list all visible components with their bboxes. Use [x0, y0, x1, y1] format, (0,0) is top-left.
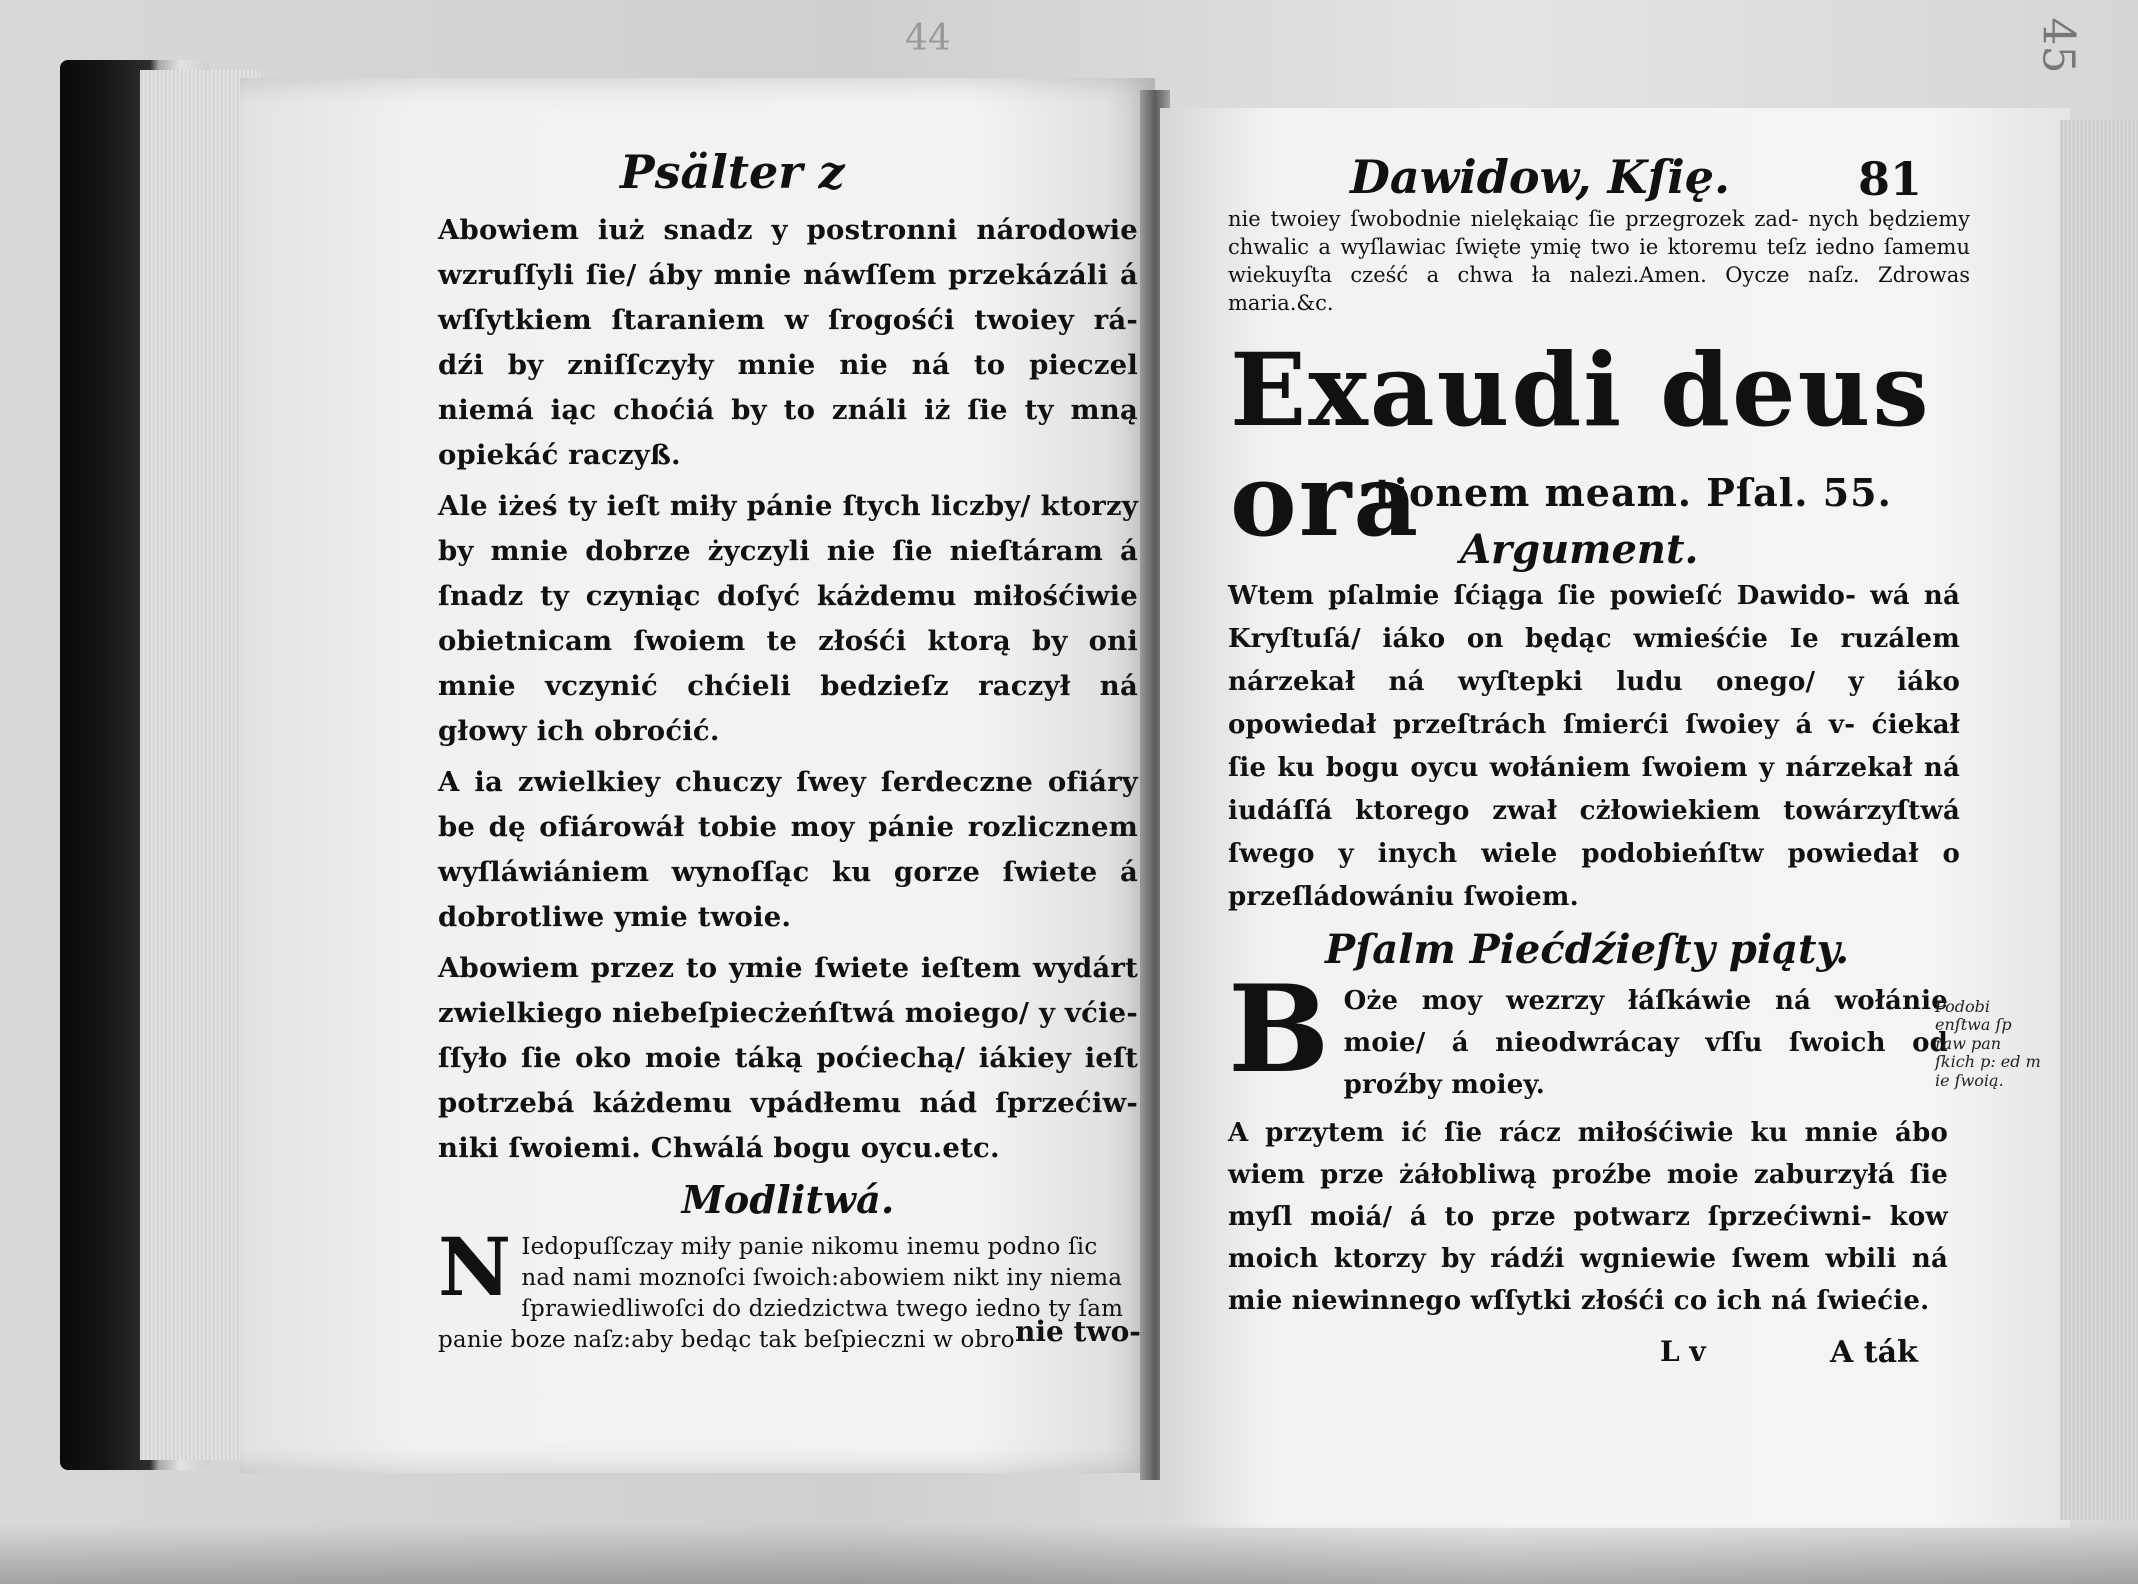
psalm-verse-1: Oże moy wezrzy łáſkáwie ná wołánie moie/ á nieodwrácay vſſu ſwoich od proźby moiey.: [1343, 986, 1948, 1100]
right-signature: L v: [1660, 1335, 1706, 1368]
left-paragraph-1: Abowiem iuż snadz y postronni národowie wzruſſyli ſie/ áby mnie náwſſem przekázáli á wſſytkiem ſtaraniem w ſrogośći twoiey rá- dźi by zniſſczyły mnie nie ná to pieczel niemá iąc choćiá by to ználi iż ſie ty mną opiekáć raczyß.: [438, 214, 1138, 471]
left-paragraph-4: Abowiem przez to ymie ſwiete ieſtem wydárt zwielkiego niebeſpiecżeńſtwá moiego/ y vćie- ſſyło ſie oko moie táką poćiechą/ iákiey ieſt potrzebá káżdemu vpádłemu nád ſprzećiw- niki ſwoiemi. Chwálá bogu oycu.etc.: [438, 952, 1138, 1164]
marginal-note: Podobi enſtwa ſp raw pan ſkich p: ed m ie ſwoią.: [1935, 997, 2041, 1090]
argument-heading: Argument.: [1460, 526, 1699, 573]
faint-folio-number: 44: [905, 18, 951, 59]
bottom-shadow: [0, 1524, 2138, 1584]
right-folio-number: 81: [1858, 152, 1923, 206]
left-paragraph-2: Ale iżeś ty ieſt miły pánie ſtych liczby/ ktorzy by mnie dobrze życzyli nie ſie nieſtáram á ſnadz ty czyniąc doſyć káżdemu miłośćiwie obietnicam ſwoiem te złośći ktorą by oni mnie vczynić chćieli bedzieſz raczył ná głowy ich obroćić.: [438, 490, 1138, 747]
psalm-title-large: Exaudi deus ora: [1230, 331, 1931, 559]
left-running-head: Psälter z: [620, 145, 845, 199]
prayer-text: Iedopuſſczay miły panie nikomu inemu podno ſic nad nami moznoſci ſwoich:abowiem nikt iny niema ſprawiedliwoſci do dziedzictwa twego iedno ty ſam panie boze naſz:aby bedąc tak beſpieczni w obro: [438, 1234, 1124, 1353]
left-catchword: nie two-: [1015, 1315, 1141, 1348]
prayer-dropcap: N: [438, 1220, 512, 1314]
psalm-verse-2: A przytem ić ſie rácz miłośćiwie ku mnie ábo wiem prze żáłobliwą proźbe moie zaburzyłá ſie myſl moiá/ á to prze potwarz ſprzećiwni- kow moich ktorzy by rádźi wgniewie ſwem wbili ná mie niewinnego wſſytki złośći co ich ná ſwiećie.: [1228, 1118, 1948, 1316]
right-continuation: nie twoiey ſwobodnie nielękaiąc ſie przegrozek zad- nych będziemy chwalic a wyſlawiac ſwięte ymię two ie ktoremu teſz iedno ſamemu wiekuyſta cześć a chwa ła nalezi.Amen. Oycze naſz. Zdrowas maria.&c.: [1228, 207, 1970, 315]
psalm-title-second: tionem meam. Pſal. 55.: [1375, 470, 1892, 515]
psalm-dropcap: B: [1228, 959, 1330, 1100]
left-body: [438, 208, 1138, 1356]
right-running-head: Dawidow, Kſię.: [1350, 150, 1731, 204]
left-paragraph-3: A ia zwielkiey chuczy ſwey ſerdeczne ofiáry be dę ofiárowáł tobie moy pánie rozlicznem wyſláwiániem wynoſſąc ku gorze ſwiete á dobrotliwe ymie twoie.: [438, 766, 1138, 933]
prayer-heading: Modlitwá.: [681, 1177, 895, 1222]
psalm-body: [1228, 959, 1948, 1328]
psalm-heading: Pſalm Piećdźieſty piąty.: [1325, 926, 1850, 973]
argument-text: Wtem pſalmie ſćiąga ſie powieſć Dawido- wá ná Kryſtuſá/ iáko on będąc wmieśćie Ie ruzálem nárzekał ná wyſtepki ludu onego/ y iáko opowiedał przeſtrách ſmierći ſwoiey á v- ćiekał ſie ku bogu oycu wołániem ſwoiem y nárzekał ná iudáſſá ktorego zwał cżłowiekiem towárzyſtwá ſwego y inych wiele podobieńſtw powiedał o przeſládowániu ſwoiem.: [1228, 581, 1960, 912]
page-edges-right: [2060, 120, 2138, 1520]
corner-folio-number: 45: [2032, 17, 2084, 74]
right-catchword: A ták: [1830, 1335, 1918, 1370]
